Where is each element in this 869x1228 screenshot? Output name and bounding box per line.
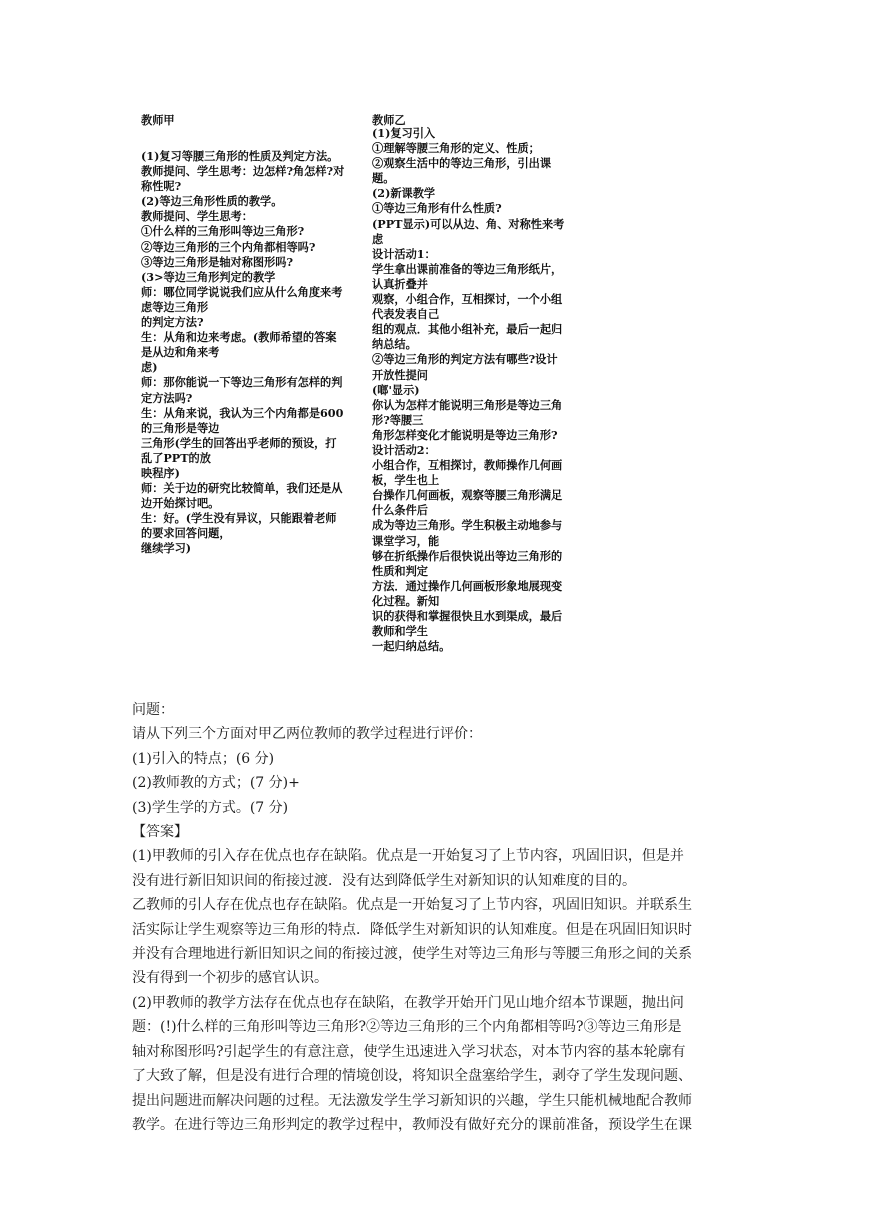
- text-line: 生：从角和边来考虑。(教师希望的答案: [141, 330, 337, 345]
- text-line: (1)复习引入: [372, 126, 436, 140]
- text-line: 的三角形是等边: [141, 420, 220, 435]
- text-line: (1)复习等腰三角形的性质及判定方法。: [141, 149, 339, 163]
- text-line: 边开始探讨吧。: [141, 496, 220, 511]
- text-line: (2)等边三角形性质的教学。: [141, 194, 283, 209]
- text-line: (3)学生学的方式。(7 分): [132, 799, 289, 816]
- text-line: 轴对称图形吗?引起学生的有意注意，使学生迅速进入学习状态，对本节内容的基本轮廓有: [132, 1043, 686, 1060]
- text-line: (3>等边三角形判定的教学: [141, 269, 276, 284]
- comparison-table-image: [132, 104, 592, 694]
- text-line: 教师提问、学生思考：: [141, 209, 253, 224]
- text-line: 教学。在进行等边三角形判定的教学过程中，教师没有做好充分的课前准备，预设学生在课: [132, 1116, 692, 1133]
- text-line: 虑: [372, 231, 384, 246]
- text-line: (1)引入的特点；(6 分): [132, 750, 275, 767]
- text-line: 映程序): [141, 465, 180, 480]
- teacher-b-header: 教师乙: [372, 113, 406, 127]
- text-line: 提出问题进而解决问题的过程。无法激发学生学习新知识的兴趣，学生只能机械地配合教师: [132, 1092, 692, 1109]
- text-line: 方法．通过操作几何画板形象地展现变: [372, 578, 563, 593]
- text-line: 活实际让学生观察等边三角形的特点．降低学生对新知识的认知难度。但是在巩固旧知识时: [132, 921, 692, 938]
- text-line: 教师提问、学生思考：边怎样?角怎样?对: [141, 164, 345, 179]
- text-line: 【答案】: [132, 824, 188, 841]
- text-line: (1)甲教师的引入存在优点也存在缺陷。优点是一开始复习了上节内容，巩固旧识，但是并: [132, 848, 684, 865]
- text-line: (PPT显示)可以从边、角、对称性来考: [372, 216, 565, 231]
- text-line: 课堂学习，能: [372, 533, 440, 548]
- text-line: 什么条件后: [372, 503, 428, 518]
- text-line: 的判定方法?: [141, 315, 204, 330]
- text-line: 师：那你能说一下等边三角形有怎样的判: [141, 375, 343, 390]
- text-line: 开放性提问: [372, 367, 428, 382]
- text-line: 继续学习): [141, 541, 192, 556]
- text-line: ②观察生活中的等边三角形，引出课: [372, 156, 552, 171]
- teacher-a-header: 教师甲: [141, 113, 175, 127]
- text-line: 一起归纳总结。: [372, 639, 451, 654]
- text-line: ①等边三角形有什么性质?: [372, 201, 502, 216]
- text-line: 识的获得和掌握很快且水到渠成，最后: [372, 609, 563, 623]
- text-line: 虑): [141, 360, 158, 375]
- text-line: 定方法吗?: [141, 390, 193, 405]
- text-line: 观察，小组合作，互相探讨，一个小组: [372, 292, 563, 307]
- text-line: 台操作几何画板，观察等腰三角形满足: [372, 488, 563, 503]
- text-line: 小组合作，互相探讨，教师操作几何画: [372, 458, 563, 473]
- text-line: 生：好。(学生没有异议，只能跟着老师: [141, 511, 337, 526]
- text-line: 化过程。新知: [372, 593, 440, 608]
- text-line: 乱了PPT的放: [141, 450, 211, 465]
- text-line: 师：哪位同学说说我们应从什么角度来考: [141, 284, 343, 299]
- text-line: 问题：: [132, 702, 174, 718]
- text-line: 的要求回答问题，: [141, 526, 231, 541]
- text-line: 没有进行新旧知识间的衔接过渡．没有达到降低学生对新知识的认知难度的目的。: [132, 872, 636, 889]
- text-line: 请从下列三个方面对甲乙两位教师的教学过程进行评价：: [132, 726, 482, 743]
- text-line: ②等边三角形的三个内角都相等吗?: [141, 239, 316, 254]
- text-line: 题：(!)什么样的三角形叫等边三角形?②等边三角形的三个内角都相等吗?③等边三角形是: [132, 1019, 682, 1036]
- text-line: 设计活动2：: [372, 442, 436, 457]
- text-line: 是从边和角来考: [141, 345, 220, 360]
- text-line: 组的观点．其他小组补充，最后一起归: [372, 322, 563, 337]
- text-line: ②等边三角形的判定方法有哪些?设计: [372, 352, 558, 367]
- text-line: 虑等边三角形: [141, 299, 209, 314]
- text-line: 学生拿出课前准备的等边三角形纸片，: [372, 261, 563, 276]
- teacher-a-lines: [141, 149, 363, 557]
- text-line: 没有得到一个初步的感官认识。: [132, 970, 328, 987]
- text-line: (啷'显示): [372, 382, 420, 397]
- text-line: 题。: [372, 171, 395, 186]
- text-line: 生：从角来说，我认为三个内角都是600: [141, 405, 344, 420]
- text-line: 成为等边三角形。学生积极主动地参与: [372, 518, 563, 533]
- text-line: 板，学生也上: [372, 473, 440, 488]
- text-line: 代表发表自己: [372, 307, 440, 322]
- text-line: 乙教师的引人存在优点也存在缺陷。优点是一开始复习了上节内容，巩固旧知识。并联系生: [132, 897, 692, 914]
- text-line: (2)甲教师的教学方法存在优点也存在缺陷，在教学开始开门见山地介绍本节课题，抛出问: [132, 994, 684, 1011]
- text-line: 师：关于边的研究比较简单，我们还是从: [141, 481, 343, 496]
- teacher-b-column: [372, 104, 588, 654]
- text-line: 你认为怎样才能说明三角形是等边三角: [372, 397, 563, 412]
- text-line: ①理解等腰三角形的定义、性质；: [372, 141, 540, 156]
- text-line: 教师和学生: [372, 624, 428, 639]
- text-line: 够在折纸操作后很快说出等边三角形的: [372, 548, 563, 563]
- text-line: 角形怎样变化才能说明是等边三角形?: [372, 427, 558, 442]
- text-line: 了大致了解，但是没有进行合理的情境创设，将知识全盘塞给学生，剥夺了学生发现问题、: [132, 1068, 692, 1085]
- text-line: ③等边三角形是轴对称图形吗?: [141, 254, 293, 269]
- text-line: 认真折叠并: [372, 276, 428, 291]
- teacher-b-lines: [372, 126, 588, 654]
- text-line: (2)新课教学: [372, 186, 436, 201]
- text-line: 形?等腰三: [372, 412, 424, 427]
- teacher-a-spacer: [141, 134, 363, 149]
- question-answer-text: [132, 698, 744, 1137]
- text-line: 并没有合理地进行新旧知识之间的衔接过渡，使学生对等边三角形与等腰三角形之间的关系: [132, 946, 692, 963]
- teacher-a-column: [141, 104, 363, 557]
- text-line: 纳总结。: [372, 337, 417, 352]
- text-line: (2)教师教的方式；(7 分)+: [132, 775, 300, 792]
- text-line: 设计活动1：: [372, 246, 436, 261]
- text-line: ①什么样的三角形叫等边三角形?: [141, 224, 305, 239]
- text-line: 称性呢?: [141, 179, 182, 194]
- text-line: 三角形(学生的回答出乎老师的预设，打: [141, 435, 337, 450]
- text-line: 性质和判定: [372, 563, 428, 578]
